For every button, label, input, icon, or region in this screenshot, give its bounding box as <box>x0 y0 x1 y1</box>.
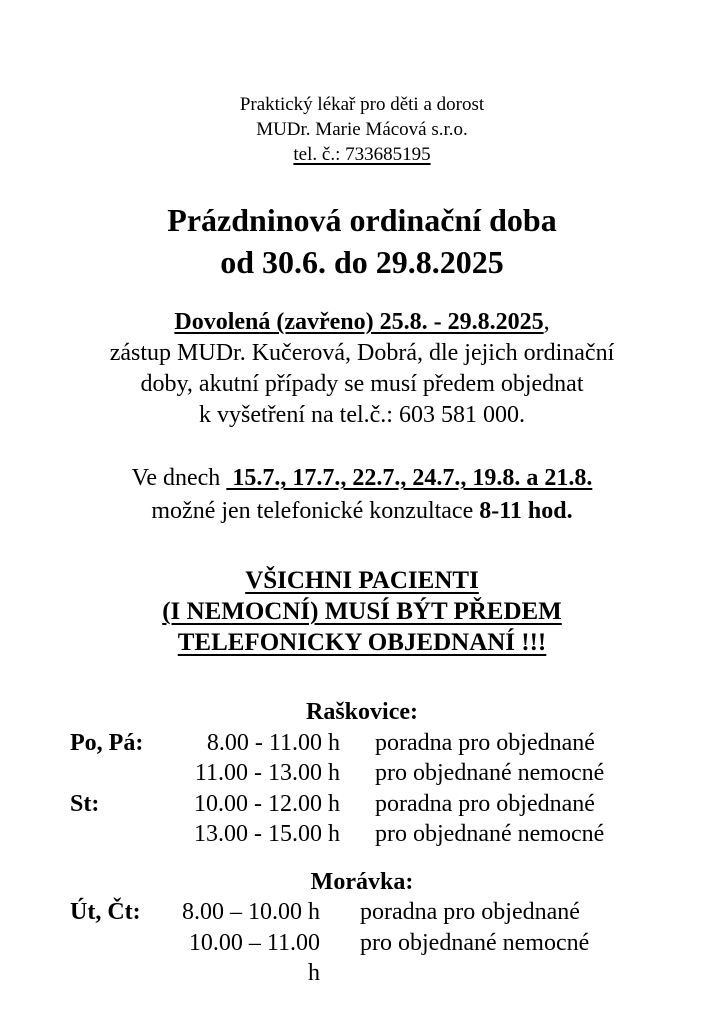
schedule-raskovice <box>0 697 724 850</box>
vacation-headline <box>0 307 724 338</box>
notice-line3-wrap <box>0 627 724 658</box>
schedule-row <box>0 789 724 820</box>
schedule-days: Po, Pá: <box>70 729 144 756</box>
schedule-days: St: <box>70 790 100 817</box>
appointment-required-notice <box>0 565 724 658</box>
schedule-days <box>62 758 180 789</box>
location-title-moravka: Morávka: <box>310 868 414 895</box>
notice-line2: (I NEMOCNÍ) MUSÍ BÝT PŘEDEM <box>162 598 562 625</box>
practice-name: MUDr. Marie Mácová s.r.o. <box>256 119 468 140</box>
schedule-days <box>62 819 180 850</box>
schedule-days: Út, Čt: <box>70 899 141 925</box>
schedule-row <box>0 897 724 928</box>
vacation-acute-line: doby, akutní případy se musí předem objednat <box>140 371 584 397</box>
schedule-note: poradna pro objednané <box>360 899 580 925</box>
schedule-time: 8.00 – 10.00 h <box>182 899 320 925</box>
phone-consultation-dates: 15.7., 17.7., 22.7., 24.7., 19.8. a 21.8. <box>226 465 593 491</box>
notice-line2-wrap <box>0 596 724 627</box>
phone-consultation-prefix: Ve dnech <box>131 465 227 491</box>
practice-phone-text: tel. č.: 733685195 <box>293 144 431 165</box>
schedule-time: 10.00 - 12.00 h <box>194 790 340 817</box>
practice-specialty: Praktický lékař pro děti a dorost <box>239 94 485 115</box>
schedule-days <box>62 928 180 989</box>
schedule-note: poradna pro objednané <box>375 790 595 817</box>
page-title-line1: Prázdninová ordinační doba <box>167 202 557 238</box>
schedule-time: 8.00 - 11.00 h <box>206 729 340 756</box>
schedule-note: pro objednané nemocné <box>375 760 605 786</box>
phone-consultation-dates-line <box>0 462 724 495</box>
schedule-row <box>0 819 724 850</box>
notice-line1: VŠICHNI PACIENTI <box>245 567 479 594</box>
notice-line1-wrap <box>0 565 724 596</box>
schedule-time: 10.00 – 11.00 h <box>188 929 320 986</box>
page-title <box>0 199 724 283</box>
notice-line3: TELEFONICKY OBJEDNANÍ !!! <box>177 629 547 656</box>
schedule-note: pro objednané nemocné <box>375 821 605 847</box>
location-title-raskovice: Raškovice: <box>306 699 418 725</box>
schedule-moravka <box>0 867 724 989</box>
schedule-note: poradna pro objednané <box>375 729 595 756</box>
schedule-row <box>0 758 724 789</box>
schedule-row <box>0 928 724 989</box>
practice-phone <box>0 142 724 167</box>
phone-consultation-hours-line <box>0 495 724 528</box>
vacation-closed-dates: Dovolená (zavřeno) 25.8. - 29.8.2025 <box>174 309 544 335</box>
schedule-row <box>0 728 724 759</box>
practice-header <box>0 92 724 167</box>
vacation-paragraph <box>0 307 724 431</box>
schedule-time: 11.00 - 13.00 h <box>194 760 340 786</box>
schedule-note: pro objednané nemocné <box>360 929 590 956</box>
vacation-phone-line: k vyšetření na tel.č.: 603 581 000. <box>199 402 525 428</box>
phone-consultation-paragraph <box>0 462 724 528</box>
vacation-headline-suffix: , <box>543 309 550 335</box>
vacation-substitute-line: zástup MUDr. Kučerová, Dobrá, dle jejich ordinační <box>109 340 615 366</box>
page-title-line2: od 30.6. do 29.8.2025 <box>220 244 504 280</box>
phone-consultation-hours-text: možné jen telefonické konzultace <box>151 498 480 524</box>
phone-consultation-hours: 8-11 hod. <box>479 498 573 524</box>
schedule-time: 13.00 - 15.00 h <box>194 821 340 847</box>
